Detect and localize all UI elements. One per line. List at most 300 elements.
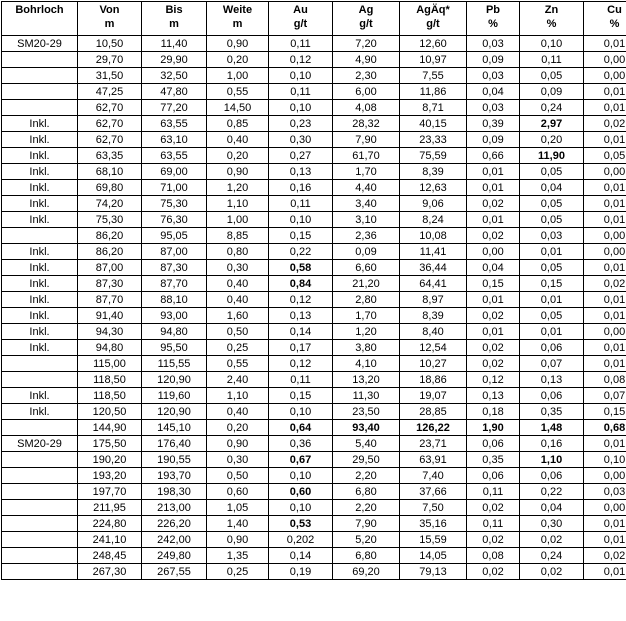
cell-bis: 95,05 [142,228,207,244]
cell-von: 193,20 [78,468,142,484]
cell-bis: 47,80 [142,84,207,100]
table-row [2,36,626,52]
cell-zn: 0,04 [520,180,584,196]
cell-au: 0,202 [269,532,333,548]
cell-ag: 11,30 [333,388,400,404]
cell-pb: 0,02 [467,340,520,356]
cell-bis: 193,70 [142,468,207,484]
cell-agaeq: 11,41 [400,244,467,260]
cell-zn: 0,24 [520,548,584,564]
cell-au: 0,84 [269,276,333,292]
cell-von: 69,80 [78,180,142,196]
cell-agaeq: 7,50 [400,500,467,516]
cell-von: 118,50 [78,372,142,388]
cell-ag: 7,20 [333,36,400,52]
cell-weite: 0,85 [207,116,269,132]
table-row [2,388,626,404]
cell-bis: 120,90 [142,404,207,420]
cell-agaeq: 64,41 [400,276,467,292]
assay-results-table [1,1,626,580]
cell-von: 190,20 [78,452,142,468]
cell-bohrloch: Inkl. [2,388,78,404]
cell-cu: 0,00 [584,244,626,260]
cell-von: 87,00 [78,260,142,276]
cell-bohrloch [2,484,78,500]
cell-bohrloch [2,52,78,68]
cell-cu: 0,02 [584,276,626,292]
cell-zn: 0,05 [520,196,584,212]
cell-pb: 0,00 [467,244,520,260]
cell-von: 87,30 [78,276,142,292]
cell-weite: 1,00 [207,212,269,228]
cell-von: 63,35 [78,148,142,164]
cell-von: 87,70 [78,292,142,308]
cell-weite: 1,10 [207,388,269,404]
cell-cu: 0,15 [584,404,626,420]
cell-zn: 11,90 [520,148,584,164]
cell-au: 0,16 [269,180,333,196]
cell-au: 0,10 [269,468,333,484]
table-row [2,516,626,532]
header-pb-label: Pb [469,3,517,17]
cell-bis: 119,60 [142,388,207,404]
cell-weite: 0,50 [207,324,269,340]
cell-au: 0,10 [269,100,333,116]
cell-weite: 0,40 [207,132,269,148]
cell-von: 248,45 [78,548,142,564]
header-agaeq [400,2,467,36]
cell-zn: 0,04 [520,500,584,516]
cell-au: 0,15 [269,228,333,244]
cell-bis: 176,40 [142,436,207,452]
header-agaeq-unit: g/t [402,17,464,31]
cell-bohrloch: Inkl. [2,148,78,164]
header-agaeq-label: AgÄq* [402,3,464,17]
cell-zn: 0,02 [520,532,584,548]
header-von [78,2,142,36]
cell-von: 241,10 [78,532,142,548]
cell-ag: 7,90 [333,516,400,532]
cell-cu: 0,02 [584,116,626,132]
header-bis-label: Bis [144,3,204,17]
cell-pb: 0,02 [467,532,520,548]
cell-ag: 4,90 [333,52,400,68]
cell-ag: 0,09 [333,244,400,260]
cell-von: 94,30 [78,324,142,340]
cell-bis: 75,30 [142,196,207,212]
cell-au: 0,12 [269,356,333,372]
cell-ag: 13,20 [333,372,400,388]
cell-bohrloch [2,84,78,100]
cell-pb: 0,06 [467,468,520,484]
cell-von: 267,30 [78,564,142,580]
header-bis [142,2,207,36]
cell-bis: 242,00 [142,532,207,548]
cell-zn: 0,24 [520,100,584,116]
cell-agaeq: 7,40 [400,468,467,484]
table-row [2,484,626,500]
cell-pb: 0,01 [467,324,520,340]
cell-bohrloch [2,532,78,548]
cell-bis: 145,10 [142,420,207,436]
cell-pb: 0,09 [467,132,520,148]
table-row [2,420,626,436]
cell-weite: 0,40 [207,404,269,420]
cell-agaeq: 8,97 [400,292,467,308]
cell-au: 0,13 [269,308,333,324]
header-weite-unit: m [209,17,266,31]
cell-pb: 0,13 [467,388,520,404]
cell-agaeq: 10,97 [400,52,467,68]
cell-bis: 32,50 [142,68,207,84]
cell-zn: 0,05 [520,212,584,228]
cell-bis: 93,00 [142,308,207,324]
cell-bis: 29,90 [142,52,207,68]
header-pb [467,2,520,36]
cell-cu: 0,08 [584,372,626,388]
header-au-label: Au [271,3,330,17]
cell-pb: 0,08 [467,548,520,564]
cell-agaeq: 18,86 [400,372,467,388]
cell-zn: 2,97 [520,116,584,132]
cell-pb: 0,66 [467,148,520,164]
cell-weite: 8,85 [207,228,269,244]
cell-agaeq: 9,06 [400,196,467,212]
cell-bis: 76,30 [142,212,207,228]
table-row [2,52,626,68]
cell-agaeq: 36,44 [400,260,467,276]
cell-bis: 11,40 [142,36,207,52]
cell-zn: 0,03 [520,228,584,244]
cell-ag: 4,10 [333,356,400,372]
cell-weite: 0,20 [207,420,269,436]
table-row [2,196,626,212]
table-body [2,36,626,580]
cell-au: 0,10 [269,500,333,516]
cell-bohrloch [2,564,78,580]
cell-weite: 1,10 [207,196,269,212]
cell-von: 29,70 [78,52,142,68]
table-row [2,292,626,308]
cell-bohrloch: SM20-29 [2,36,78,52]
cell-zn: 0,07 [520,356,584,372]
cell-agaeq: 7,55 [400,68,467,84]
cell-zn: 0,11 [520,52,584,68]
cell-bis: 190,55 [142,452,207,468]
table-row [2,548,626,564]
header-ag [333,2,400,36]
cell-cu: 0,00 [584,468,626,484]
cell-weite: 0,30 [207,452,269,468]
cell-ag: 2,80 [333,292,400,308]
cell-zn: 0,20 [520,132,584,148]
cell-von: 211,95 [78,500,142,516]
cell-ag: 2,20 [333,468,400,484]
header-bis-unit: m [144,17,204,31]
cell-zn: 0,06 [520,340,584,356]
cell-bohrloch: Inkl. [2,276,78,292]
cell-von: 10,50 [78,36,142,52]
cell-cu: 0,68 [584,420,626,436]
header-zn-label: Zn [522,3,581,17]
header-weite [207,2,269,36]
cell-weite: 1,40 [207,516,269,532]
cell-agaeq: 63,91 [400,452,467,468]
cell-von: 86,20 [78,228,142,244]
cell-au: 0,11 [269,84,333,100]
cell-pb: 0,03 [467,36,520,52]
cell-bohrloch [2,372,78,388]
header-von-label: Von [80,3,139,17]
cell-ag: 6,80 [333,484,400,500]
cell-bohrloch [2,452,78,468]
cell-weite: 0,55 [207,84,269,100]
table-row [2,324,626,340]
cell-weite: 14,50 [207,100,269,116]
cell-pb: 0,18 [467,404,520,420]
table-row [2,532,626,548]
cell-au: 0,10 [269,68,333,84]
cell-ag: 1,70 [333,308,400,324]
cell-pb: 0,01 [467,212,520,228]
cell-cu: 0,01 [584,36,626,52]
cell-pb: 0,02 [467,196,520,212]
cell-zn: 1,10 [520,452,584,468]
cell-agaeq: 8,39 [400,164,467,180]
cell-weite: 2,40 [207,372,269,388]
table-row [2,340,626,356]
cell-bis: 95,50 [142,340,207,356]
cell-au: 0,67 [269,452,333,468]
header-pb-unit: % [469,17,517,31]
header-weite-label: Weite [209,3,266,17]
cell-bis: 69,00 [142,164,207,180]
cell-von: 91,40 [78,308,142,324]
cell-agaeq: 35,16 [400,516,467,532]
cell-agaeq: 40,15 [400,116,467,132]
cell-bohrloch [2,228,78,244]
cell-ag: 3,40 [333,196,400,212]
table-row [2,564,626,580]
cell-au: 0,13 [269,164,333,180]
cell-zn: 0,13 [520,372,584,388]
table-row [2,404,626,420]
cell-weite: 1,00 [207,68,269,84]
cell-pb: 0,04 [467,260,520,276]
cell-pb: 0,39 [467,116,520,132]
cell-weite: 0,90 [207,36,269,52]
header-zn [520,2,584,36]
cell-agaeq: 23,71 [400,436,467,452]
cell-von: 197,70 [78,484,142,500]
cell-au: 0,14 [269,324,333,340]
cell-bohrloch: Inkl. [2,196,78,212]
table-row [2,468,626,484]
cell-agaeq: 12,54 [400,340,467,356]
cell-agaeq: 11,86 [400,84,467,100]
cell-au: 0,22 [269,244,333,260]
cell-zn: 0,06 [520,388,584,404]
cell-bohrloch: Inkl. [2,292,78,308]
table-row [2,372,626,388]
cell-von: 94,80 [78,340,142,356]
cell-bis: 94,80 [142,324,207,340]
cell-bis: 88,10 [142,292,207,308]
cell-zn: 0,05 [520,308,584,324]
table-row [2,308,626,324]
table-row [2,132,626,148]
cell-au: 0,23 [269,116,333,132]
cell-bis: 71,00 [142,180,207,196]
cell-ag: 69,20 [333,564,400,580]
cell-von: 120,50 [78,404,142,420]
cell-bis: 198,30 [142,484,207,500]
cell-pb: 0,03 [467,100,520,116]
cell-bohrloch: Inkl. [2,180,78,196]
cell-au: 0,12 [269,52,333,68]
cell-au: 0,14 [269,548,333,564]
table-row [2,100,626,116]
cell-cu: 0,01 [584,308,626,324]
cell-cu: 0,00 [584,324,626,340]
cell-au: 0,53 [269,516,333,532]
cell-pb: 0,02 [467,356,520,372]
cell-pb: 0,02 [467,228,520,244]
cell-weite: 1,35 [207,548,269,564]
cell-pb: 0,01 [467,292,520,308]
cell-von: 118,50 [78,388,142,404]
cell-zn: 0,15 [520,276,584,292]
cell-agaeq: 8,39 [400,308,467,324]
cell-ag: 1,70 [333,164,400,180]
cell-weite: 0,40 [207,276,269,292]
table-row [2,260,626,276]
cell-ag: 7,90 [333,132,400,148]
cell-weite: 0,20 [207,148,269,164]
cell-zn: 0,01 [520,292,584,308]
cell-agaeq: 10,27 [400,356,467,372]
cell-ag: 6,80 [333,548,400,564]
cell-au: 0,10 [269,404,333,420]
cell-von: 86,20 [78,244,142,260]
cell-cu: 0,00 [584,52,626,68]
cell-ag: 1,20 [333,324,400,340]
cell-cu: 0,03 [584,484,626,500]
cell-bohrloch [2,68,78,84]
cell-au: 0,30 [269,132,333,148]
header-zn-unit: % [522,17,581,31]
cell-pb: 0,15 [467,276,520,292]
cell-bohrloch [2,356,78,372]
cell-weite: 0,90 [207,532,269,548]
cell-cu: 0,01 [584,132,626,148]
cell-agaeq: 75,59 [400,148,467,164]
cell-bis: 87,70 [142,276,207,292]
cell-ag: 4,40 [333,180,400,196]
cell-zn: 0,05 [520,260,584,276]
header-ag-unit: g/t [335,17,397,31]
cell-au: 0,60 [269,484,333,500]
table-row [2,436,626,452]
cell-weite: 0,55 [207,356,269,372]
cell-bohrloch: Inkl. [2,324,78,340]
cell-au: 0,11 [269,372,333,388]
cell-agaeq: 79,13 [400,564,467,580]
cell-bohrloch [2,548,78,564]
cell-ag: 61,70 [333,148,400,164]
cell-bis: 249,80 [142,548,207,564]
cell-weite: 1,60 [207,308,269,324]
cell-cu: 0,01 [584,212,626,228]
cell-cu: 0,01 [584,260,626,276]
cell-zn: 0,05 [520,164,584,180]
cell-au: 0,11 [269,36,333,52]
cell-bohrloch: Inkl. [2,116,78,132]
cell-cu: 0,05 [584,148,626,164]
cell-agaeq: 12,60 [400,36,467,52]
table-row [2,276,626,292]
cell-von: 75,30 [78,212,142,228]
cell-pb: 1,90 [467,420,520,436]
table-row [2,244,626,260]
cell-pb: 0,12 [467,372,520,388]
cell-bis: 226,20 [142,516,207,532]
cell-von: 68,10 [78,164,142,180]
table-row [2,68,626,84]
cell-ag: 2,36 [333,228,400,244]
cell-zn: 1,48 [520,420,584,436]
cell-au: 0,58 [269,260,333,276]
cell-ag: 3,80 [333,340,400,356]
cell-bohrloch: Inkl. [2,132,78,148]
cell-bohrloch: Inkl. [2,244,78,260]
table-row [2,116,626,132]
cell-bohrloch: Inkl. [2,340,78,356]
cell-agaeq: 12,63 [400,180,467,196]
table-row [2,212,626,228]
cell-von: 144,90 [78,420,142,436]
cell-cu: 0,02 [584,548,626,564]
cell-pb: 0,01 [467,164,520,180]
cell-agaeq: 10,08 [400,228,467,244]
cell-cu: 0,00 [584,500,626,516]
cell-pb: 0,04 [467,84,520,100]
cell-cu: 0,01 [584,100,626,116]
header-bohrloch [2,2,78,36]
cell-cu: 0,01 [584,356,626,372]
cell-cu: 0,01 [584,564,626,580]
cell-bis: 120,90 [142,372,207,388]
cell-ag: 5,40 [333,436,400,452]
cell-bohrloch: Inkl. [2,308,78,324]
cell-cu: 0,01 [584,196,626,212]
header-cu-unit: % [586,17,626,31]
cell-weite: 0,60 [207,484,269,500]
cell-von: 224,80 [78,516,142,532]
cell-agaeq: 15,59 [400,532,467,548]
cell-bohrloch [2,516,78,532]
header-ag-label: Ag [335,3,397,17]
table-row [2,164,626,180]
cell-von: 62,70 [78,100,142,116]
table-row [2,84,626,100]
header-bohrloch-label: Bohrloch [4,3,75,17]
cell-pb: 0,03 [467,68,520,84]
cell-zn: 0,16 [520,436,584,452]
header-au [269,2,333,36]
cell-weite: 0,90 [207,164,269,180]
cell-bohrloch: Inkl. [2,260,78,276]
